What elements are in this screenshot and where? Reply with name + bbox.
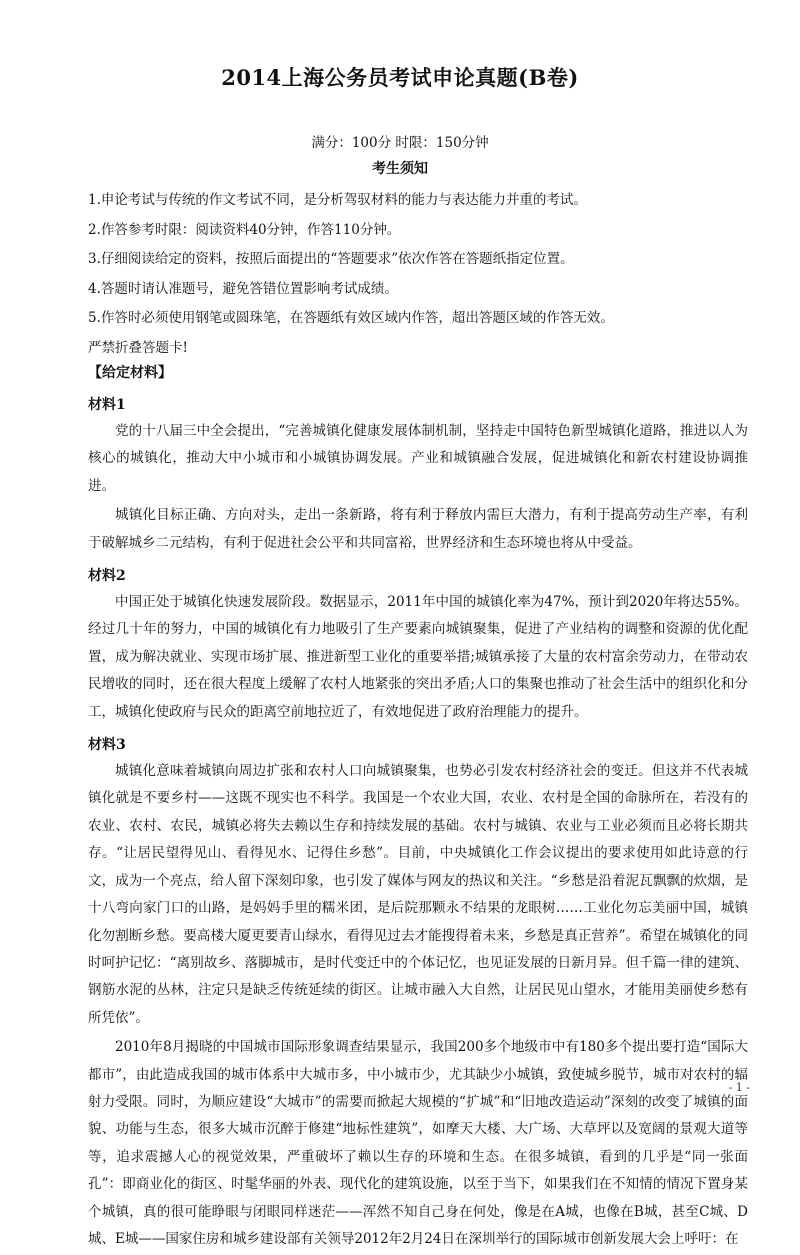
material-3-heading: 材料3 bbox=[88, 737, 126, 754]
notice-item: 4.答题时请认准题号，避免答错位置影响考试成绩。 bbox=[88, 280, 398, 297]
material-2-heading: 材料2 bbox=[88, 568, 126, 585]
material-3-paragraph-1: 城镇化意味着城镇向周边扩张和农村人口向城镇聚集，也势必引发农村经济社会的变迁。但这并不代表城镇化就是不要乡村——这既不现实也不科学。我国是一个农业大国，农业、农村是全国的命脉所在，若没有的农业、农村、农民，城镇必将失去赖以生存和持续发展的基础。农村与城镇、农业与工业必须而且必将长期共存。“让居民望得见山、看得见水、记得住乡愁”。目前，中央城镇化工作会议提出的要求使用如此诗意的行文，成为一个亮点，给人留下深刻印象，也引发了媒体与网友的热议和关注。“乡愁是沿着泥瓦飘飘的炊烟，是十八弯向家门口的山路，是妈妈手里的糯米团，是后院那颗永不结果的龙眼树……工业化勿忘美丽中国，城镇化勿割断乡愁。要高楼大厦更要青山绿水，看得见过去才能搜得着未来，乡愁是真正营养”。希望在城镇化的同时呵护记忆：“离别故乡、落脚城市，是时代变迁中的个体记忆，也见证发展的日新月异。但千篇一律的建筑、钢筋水泥的丛林，注定只是缺乏传统延续的街区。让城市融入大自然，让居民见山望水，才能用美丽使乡愁有所凭依”。 bbox=[88, 763, 748, 1026]
notice-list bbox=[88, 186, 748, 364]
document-title: 2014上海公务员考试申论真题(B卷) bbox=[221, 65, 579, 90]
score-time-line: 满分：100分 时限：150分钟 bbox=[311, 135, 489, 151]
notice-item: 2.作答参考时限：阅读资料40分钟，作答110分钟。 bbox=[88, 221, 401, 238]
material-2-paragraph-1: 中国正处于城镇化快速发展阶段。数据显示，2011年中国的城镇化率为47%，预计到2020年将达55%。经过几十年的努力，中国的城镇化有力地吸引了生产要素向城镇聚集，促进了产业结构的调整和资源的优化配置，成为解决就业、实现市场扩展、推进新型工业化的重要举措;城镇承接了大量的农村富余劳动力，在带动农民增收的同时，还在很大程度上缓解了农村人地紧张的突出矛盾;人口的集聚也推动了社会生活中的组织化和分工，城镇化使政府与民众的距离空前地拉近了，有效地促进了政府治理能力的提升。 bbox=[88, 594, 748, 720]
notice-heading: 考生须知 bbox=[372, 161, 428, 177]
material-1-paragraph-1: 党的十八届三中全会提出，“完善城镇化健康发展体制机制，坚持走中国特色新型城镇化道路，推进以人为核心的城镇化，推动大中小城市和小城镇协调发展。产业和城镇融合发展，促进城镇化和新农村建设协调推进。 bbox=[88, 423, 748, 494]
notice-item: 5.作答时必须使用钢笔或圆珠笔，在答题纸有效区域内作答，超出答题区域的作答无效。 bbox=[88, 310, 614, 327]
notice-item: 1.申论考试与传统的作文考试不同，是分析驾驭材料的能力与表达能力并重的考试。 bbox=[88, 192, 587, 208]
materials-heading: 【给定材料】 bbox=[88, 365, 172, 381]
material-1-paragraph-2: 城镇化目标正确、方向对头，走出一条新路，将有利于释放内需巨大潜力，有利于提高劳动生产率，有利于破解城乡二元结构，有利于促进社会公平和共同富裕，世界经济和生态环境也将从中受益。 bbox=[88, 507, 748, 551]
notice-item: 3.仔细阅读给定的资料，按照后面提出的“答题要求”依次作答在答题纸指定位置。 bbox=[88, 251, 574, 268]
material-1-heading: 材料1 bbox=[88, 397, 126, 413]
materials-body bbox=[88, 360, 748, 1255]
notice-item: 严禁折叠答题卡! bbox=[88, 339, 188, 356]
page-number: - 1 - bbox=[728, 1081, 750, 1094]
material-3-paragraph-2: 2010年8月揭晓的中国城市国际形象调查结果显示，我国200多个地级市中有180多个提出要打造“国际大都市”，由此造成我国的城市体系中大城市多，中小城市少，尤其缺少小城镇，致使城乡脱节，城市对农村的辐射力受限。同时，为顺应建设“大城市”的需要而掀起大规模的“扩城”和“旧地改造运动”深刻的改变了城镇的面貌、功能与生态，很多大城市沉醉于修建“地标性建筑”，如摩天大楼、大广场、大草坪以及宽阔的景观大道等等，追求震撼人心的视觉效果，严重破坏了赖以生存的环境和生态。在很多城镇，看到的几乎是“同一张面孔”：即商业化的街区、时髦华丽的外表、现代化的建筑设施，以至于当下，如果我们在不知情的情况下置身某个城镇，真的很可能睁眼与闭眼同样迷茫——浑然不知自己身在何处，像是在A城，也像在B城，甚至C城、D城、E城——国家住房和城乡建设部有关领导2012年2月24日在深圳举行的国际城市创新发展大会上呼吁：在 bbox=[88, 1039, 748, 1247]
